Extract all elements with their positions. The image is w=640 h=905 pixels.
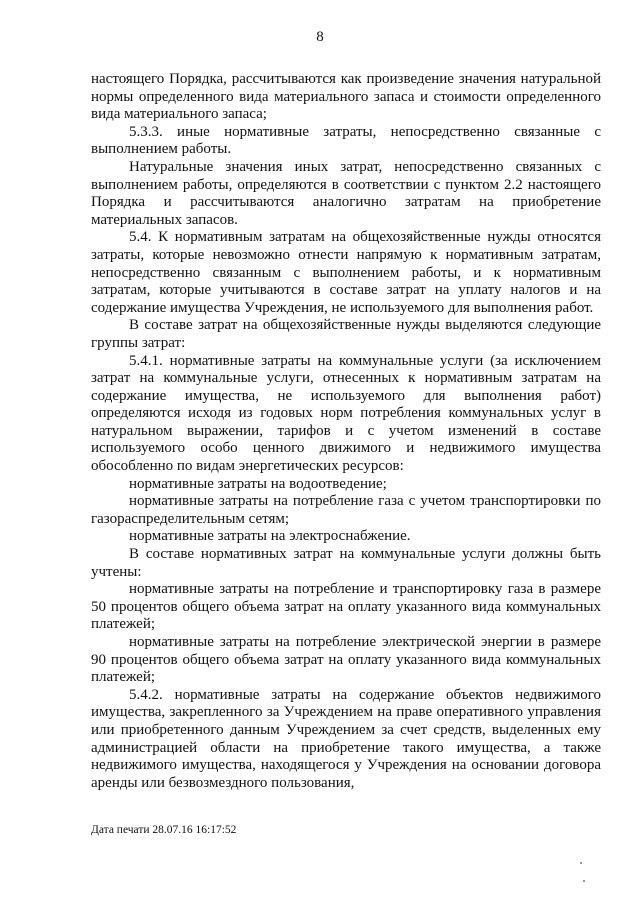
print-date-footer: Дата печати 28.07.16 16:17:52 [91,824,237,836]
paragraph: настоящего Порядка, рассчитываются как произведение значения натуральной нормы определенного вида материального запаса и стоимости определенного вида материального запаса; [91,71,601,123]
page-number: 8 [316,29,324,45]
paragraph: 5.4.2. нормативные затраты на содержание объектов недвижимого имущества, закрепленного за Учреждением на праве оперативного управления или приобретенного данным Учреждением за счет средств, выделенных ему администрацией области на приобретение такого имущества, а также недвижимого имущества, находящегося у Учреждения на основании договора аренды или безвозмездного пользования, [91,686,601,791]
paragraph: нормативные затраты на потребление электрической энергии в размере 90 процентов общего объема затрат на оплату указанного вида коммунальных платежей; [91,634,601,686]
paragraph: 5.3.3. иные нормативные затраты, непосредственно связанные с выполнением работы. [91,123,601,158]
paragraph: 5.4.1. нормативные затраты на коммунальные услуги (за исключением затрат на коммунальные услуги, отнесенных к нормативным затратам на содержание имущества, не используемого для выполнения работ) определяются исходя из годовых норм потребления коммунальных услуг в натуральном выражении, тарифов и с учетом изменений в составе используемого особо ценного движимого и недвижимого имущества обособленно по видам энергетических ресурсов: [91,352,601,475]
scan-speck [583,880,585,882]
paragraph: 5.4. К нормативным затратам на общехозяйственные нужды относятся затраты, которые невозможно отнести напрямую к нормативным затратам, непосредственно связанным с выполнением работы, и к нормативным затратам, которые учитываются в составе затрат на уплату налогов и на содержание имущества Учреждения, не используемого для выполнения работ. [91,229,601,316]
paragraph: В составе нормативных затрат на коммунальные услуги должны быть учтены: [91,546,601,580]
paragraph: В составе затрат на общехозяйственные нужды выделяются следующие группы затрат: [91,317,601,351]
scan-speck [580,862,582,864]
paragraph: нормативные затраты на потребление и транспортировку газа в размере 50 процентов общего объема затрат на оплату указанного вида коммунальных платежей; [91,581,601,633]
paragraph: Натуральные значения иных затрат, непосредственно связанных с выполнением работы, определяются в соответствии с пунктом 2.2 настоящего Порядка и рассчитываются аналогично затратам на приобретение материальных запасов. [91,158,601,228]
paragraph: нормативные затраты на потребление газа с учетом транспортировки по газораспределительным сетям; [91,493,601,527]
paragraph: нормативные затраты на водоотведение; [129,475,387,492]
document-body [91,71,601,792]
paragraph: нормативные затраты на электроснабжение. [129,528,411,545]
